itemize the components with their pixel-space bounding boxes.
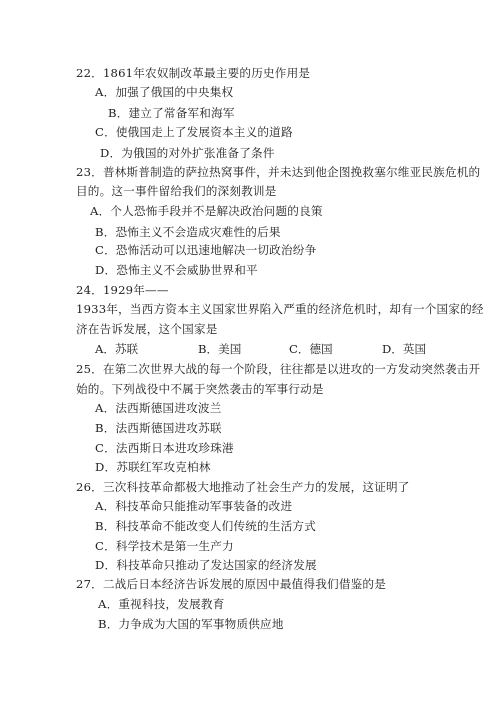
q23-option-b: B．恐怖主义不会造成灾难性的后果 — [95, 225, 281, 239]
q26-option-a: A．科技革命只能推动军事装备的改进 — [95, 499, 293, 513]
q26-option-c: C．科学技术是第一生产力 — [95, 539, 234, 553]
q25-stem-line1: 25．在第二次世界大战的每一个阶段，往往都是以进攻的一方发动突然袭击开 — [76, 362, 481, 376]
q25-option-d: D．苏联红军攻克柏林 — [95, 460, 211, 474]
q27-option-b: B．力争成为大国的军事物质供应地 — [98, 617, 284, 631]
q24-stem-line1: 1933年，当西方资本主义国家世界陷入严重的经济危机时，却有一个国家的经 — [76, 302, 484, 316]
q23-stem-line1: 23．普林斯普制造的萨拉热窝事件，并未达到他企图挽救塞尔维亚民族危机的 — [76, 165, 481, 179]
q24-stem-line2: 济在告诉发展，这个国家是 — [76, 322, 218, 336]
q24-option-d: D．英国 — [382, 342, 427, 356]
q26-option-b: B．科技革命不能改变人们传统的生活方式 — [95, 519, 317, 533]
q25-option-a: A．法西斯德国进攻波兰 — [95, 401, 222, 415]
q24-option-c: C．德国 — [289, 342, 333, 356]
q25-option-c: C．法西斯日本进攻珍珠港 — [95, 441, 234, 455]
q23-option-c: C．恐怖活动可以迅速地解决一切政治纷争 — [95, 243, 317, 257]
q26-option-d: D．科技革命只推动了发达国家的经济发展 — [95, 558, 317, 572]
q24-option-a: A．苏联 — [95, 342, 139, 356]
q27-option-a: A．重视科技，发展教育 — [98, 597, 225, 611]
q23-stem-line2: 目的。这一事件留给我们的深刻教训是 — [76, 184, 277, 198]
q22-option-b: B．建立了常备军和海军 — [108, 106, 235, 120]
q22-option-d: D．为俄国的对外扩张准备了条件 — [100, 146, 275, 160]
q27-stem: 27．二战后日本经济告诉发展的原因中最值得我们借鉴的是 — [76, 577, 386, 591]
q23-option-d: D．恐怖主义不会威胁世界和平 — [95, 263, 258, 277]
q24-options-row — [95, 339, 435, 359]
q26-stem: 26．三次科技革命都极大地推动了社会生产力的发展，这证明了 — [76, 480, 410, 494]
q25-stem-line2: 始的。下列战役中不属于突然袭击的军事行动是 — [76, 382, 324, 396]
q22-stem: 22．1861年农奴制改革最主要的历史作用是 — [76, 66, 311, 80]
q22-option-a: A．加强了俄国的中央集权 — [95, 85, 234, 99]
q22-option-c: C．使俄国走上了发展资本主义的道路 — [95, 125, 293, 139]
q25-option-b: B．法西斯德国进攻苏联 — [95, 421, 222, 435]
q24-option-b: B．美国 — [198, 342, 242, 356]
q23-option-a: A．个人恐怖手段并不是解决政治问题的良策 — [90, 204, 323, 218]
q24-stem: 24．1929年—— — [76, 283, 169, 297]
